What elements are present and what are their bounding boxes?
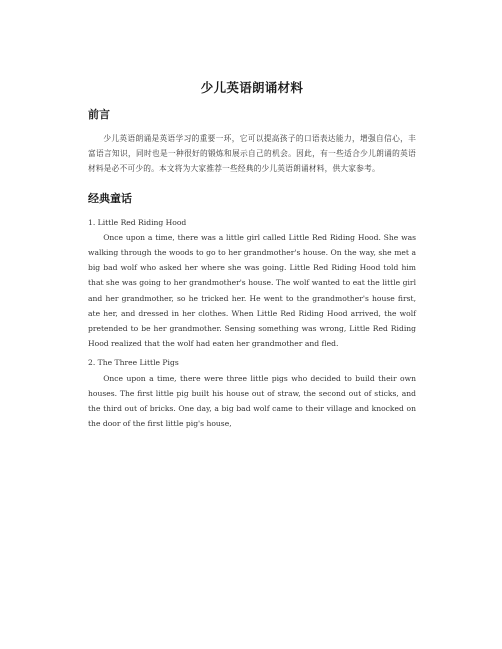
preface-paragraph: 少儿英语朗诵是英语学习的重要一环，它可以提高孩子的口语表达能力，增强自信心，丰富语言知识，同时也是一种很好的锻炼和展示自己的机会。因此，有一些适合少儿朗诵的英语材料是必不可少的。本文将为大家推荐一些经典的少儿英语朗诵材料，供大家参考。 [88,134,416,174]
fairy-tales-section [88,190,416,432]
story-item [88,355,416,431]
fairy-tales-heading: 经典童话 [88,191,132,205]
story-text: Once upon a time, there was a little girl called Little Red Riding Hood. She was walking through the woods to go to her grandmother's house. On the way, she met a big bad wolf who asked her where she was going. Little Red Riding Hood told him that she was going to her grandmother's house. The wolf wanted to eat the little girl and her grandmother, so he tricked her. He went to the grandmother's house first, ate her, and dressed in her clothes. When Little Red Riding Hood arrived, the wolf pretended to be her grandmother. Sensing something was wrong, Little Red Riding Hood realized that the wolf had eaten her grandmother and fled. [88,232,416,349]
story-text: Once upon a time, there were three little pigs who decided to build their own houses. The first little pig built his house out of straw, the second out of sticks, and the third out of bricks. One day, a big bad wolf came to their village and knocked on the door of the first little pig's house, [88,373,416,429]
story-title: 2. The Three Little Pigs [88,358,179,368]
story-item [88,215,416,352]
story-title: 1. Little Red Riding Hood [88,217,187,227]
preface-heading: 前言 [88,108,110,121]
document-title: 少儿英语朗诵材料 [200,80,304,95]
preface-section [88,106,416,177]
document-page [88,78,416,435]
